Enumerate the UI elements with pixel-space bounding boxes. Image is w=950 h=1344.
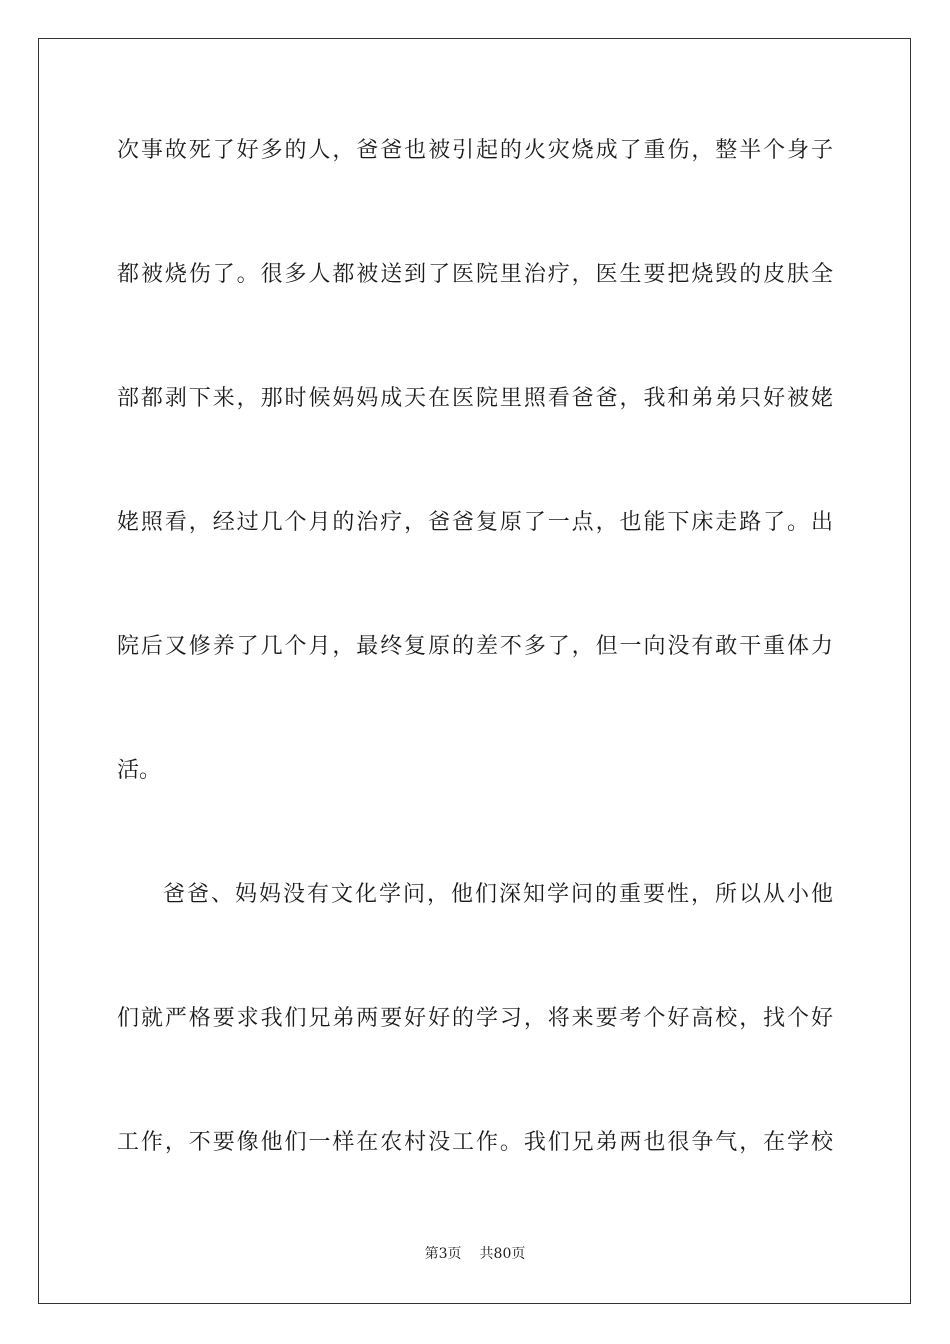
body-text-line: 院后又修养了几个月，最终复原的差不多了，但一向没有敢干重体力 [117,634,833,659]
body-text-line: 工作，不要像他们一样在农村没工作。我们兄弟两也很争气，在学校 [117,1130,833,1155]
body-text-line: 活。 [117,758,162,783]
body-text-line: 次事故死了好多的人，爸爸也被引起的火灾烧成了重伤，整半个身子 [117,138,833,163]
page-total: 共80页 [479,1246,526,1262]
page-footer [0,1244,950,1264]
body-text-line: 都被烧伤了。很多人都被送到了医院里治疗，医生要把烧毁的皮肤全 [117,262,833,287]
page-number: 第3页 [424,1246,462,1262]
page-border [38,38,911,1304]
paragraph-first-line: 爸爸、妈妈没有文化学问，他们深知学问的重要性，所以从小他 [163,882,833,907]
body-text-line: 部都剥下来，那时候妈妈成天在医院里照看爸爸，我和弟弟只好被姥 [117,386,833,411]
body-text-line: 姥照看，经过几个月的治疗，爸爸复原了一点，也能下床走路了。出 [117,510,833,535]
body-text-line: 们就严格要求我们兄弟两要好好的学习，将来要考个好高校，找个好 [117,1006,833,1031]
